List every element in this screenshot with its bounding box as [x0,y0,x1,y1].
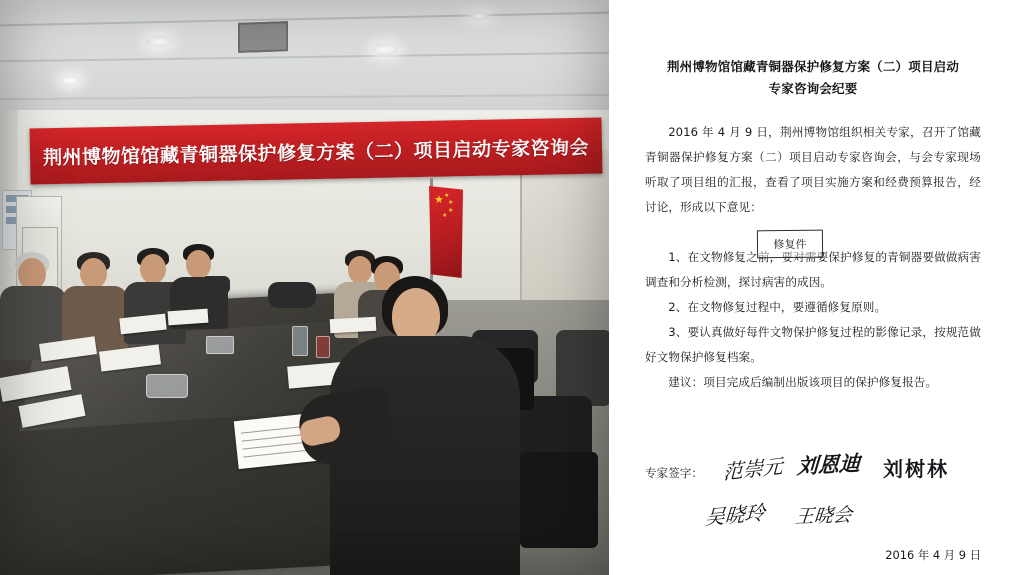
ceiling-light [372,44,398,55]
paragraph-item-3: 3、要认真做好每件文物保护修复过程的影像记录，按规范做好文物保护修复档案。 [645,325,981,364]
handwritten-signature: 吴晓玲 [703,502,766,530]
document-body [645,120,981,395]
ceiling-line [0,52,609,63]
ceiling-line [0,12,609,27]
paragraph-suggestion: 建议：项目完成后编制出版该项目的保护修复报告。 [668,375,938,389]
signature-label: 专家签字： [645,466,703,480]
bag [520,452,598,548]
flag-star-icon: ★ [444,193,450,199]
correction-stamp: 修复件 [757,230,823,259]
document-title [645,56,981,100]
handwritten-signature: 刘恩迪 [796,451,861,479]
document-on-table [330,317,377,333]
glass-tray [146,374,188,398]
head [80,258,107,289]
paragraph-item-1: 1、在文物修复之前，要对需要保护修复的青铜器要做做病害调查和分析检测，探讨病害的成因。 [645,250,981,289]
conference-banner [30,118,603,185]
ceiling-light [146,36,172,47]
ceiling-line [0,94,609,100]
flag-star-icon: ★ [448,208,454,214]
head [348,256,372,284]
signature-block [645,451,981,571]
paragraph-item-2: 2、在文物修复过程中，要遵循修复原则。 [668,300,887,314]
ashtray [206,336,234,354]
door [520,150,609,320]
handwritten-signature: 范崇元 [722,455,784,485]
paragraph-intro: 2016 年 4 月 9 日，荆州博物馆组织相关专家，召开了馆藏青铜器保护修复方案（二）项目启动专家咨询会，与会专家现场听取了项目组的汇报，查看了项目实施方案和经费预算报告，经讨论，形成以下意见： [645,125,981,214]
flag-star-icon: ★ [448,200,454,206]
head [186,250,211,279]
chair [268,282,316,308]
water-cup [292,326,308,356]
flag-star-icon: ★ [442,213,448,219]
document-title-line-2: 专家咨询会纪要 [768,81,858,96]
chair [556,330,609,406]
document-date: 2016 年 4 月 9 日 [885,548,981,562]
document-on-table [168,309,209,326]
document-title-line-1: 荆州博物馆馆藏青铜器保护修复方案（二）项目启动 [666,59,960,74]
head [140,254,166,284]
banner-text: 荆州博物馆馆藏青铜器保护修复方案（二）项目启动专家咨询会 [42,136,590,169]
flag-star-icon: ★ [434,194,444,206]
handwritten-signature: 刘树林 [883,459,949,481]
meeting-minutes-document [609,0,1016,575]
handwritten-signature: 王晓会 [793,504,853,529]
ceiling-vent [238,21,288,53]
ceiling [0,0,609,118]
ceiling-light [470,12,488,20]
water-cup [316,336,330,358]
ceiling-light [60,76,80,85]
